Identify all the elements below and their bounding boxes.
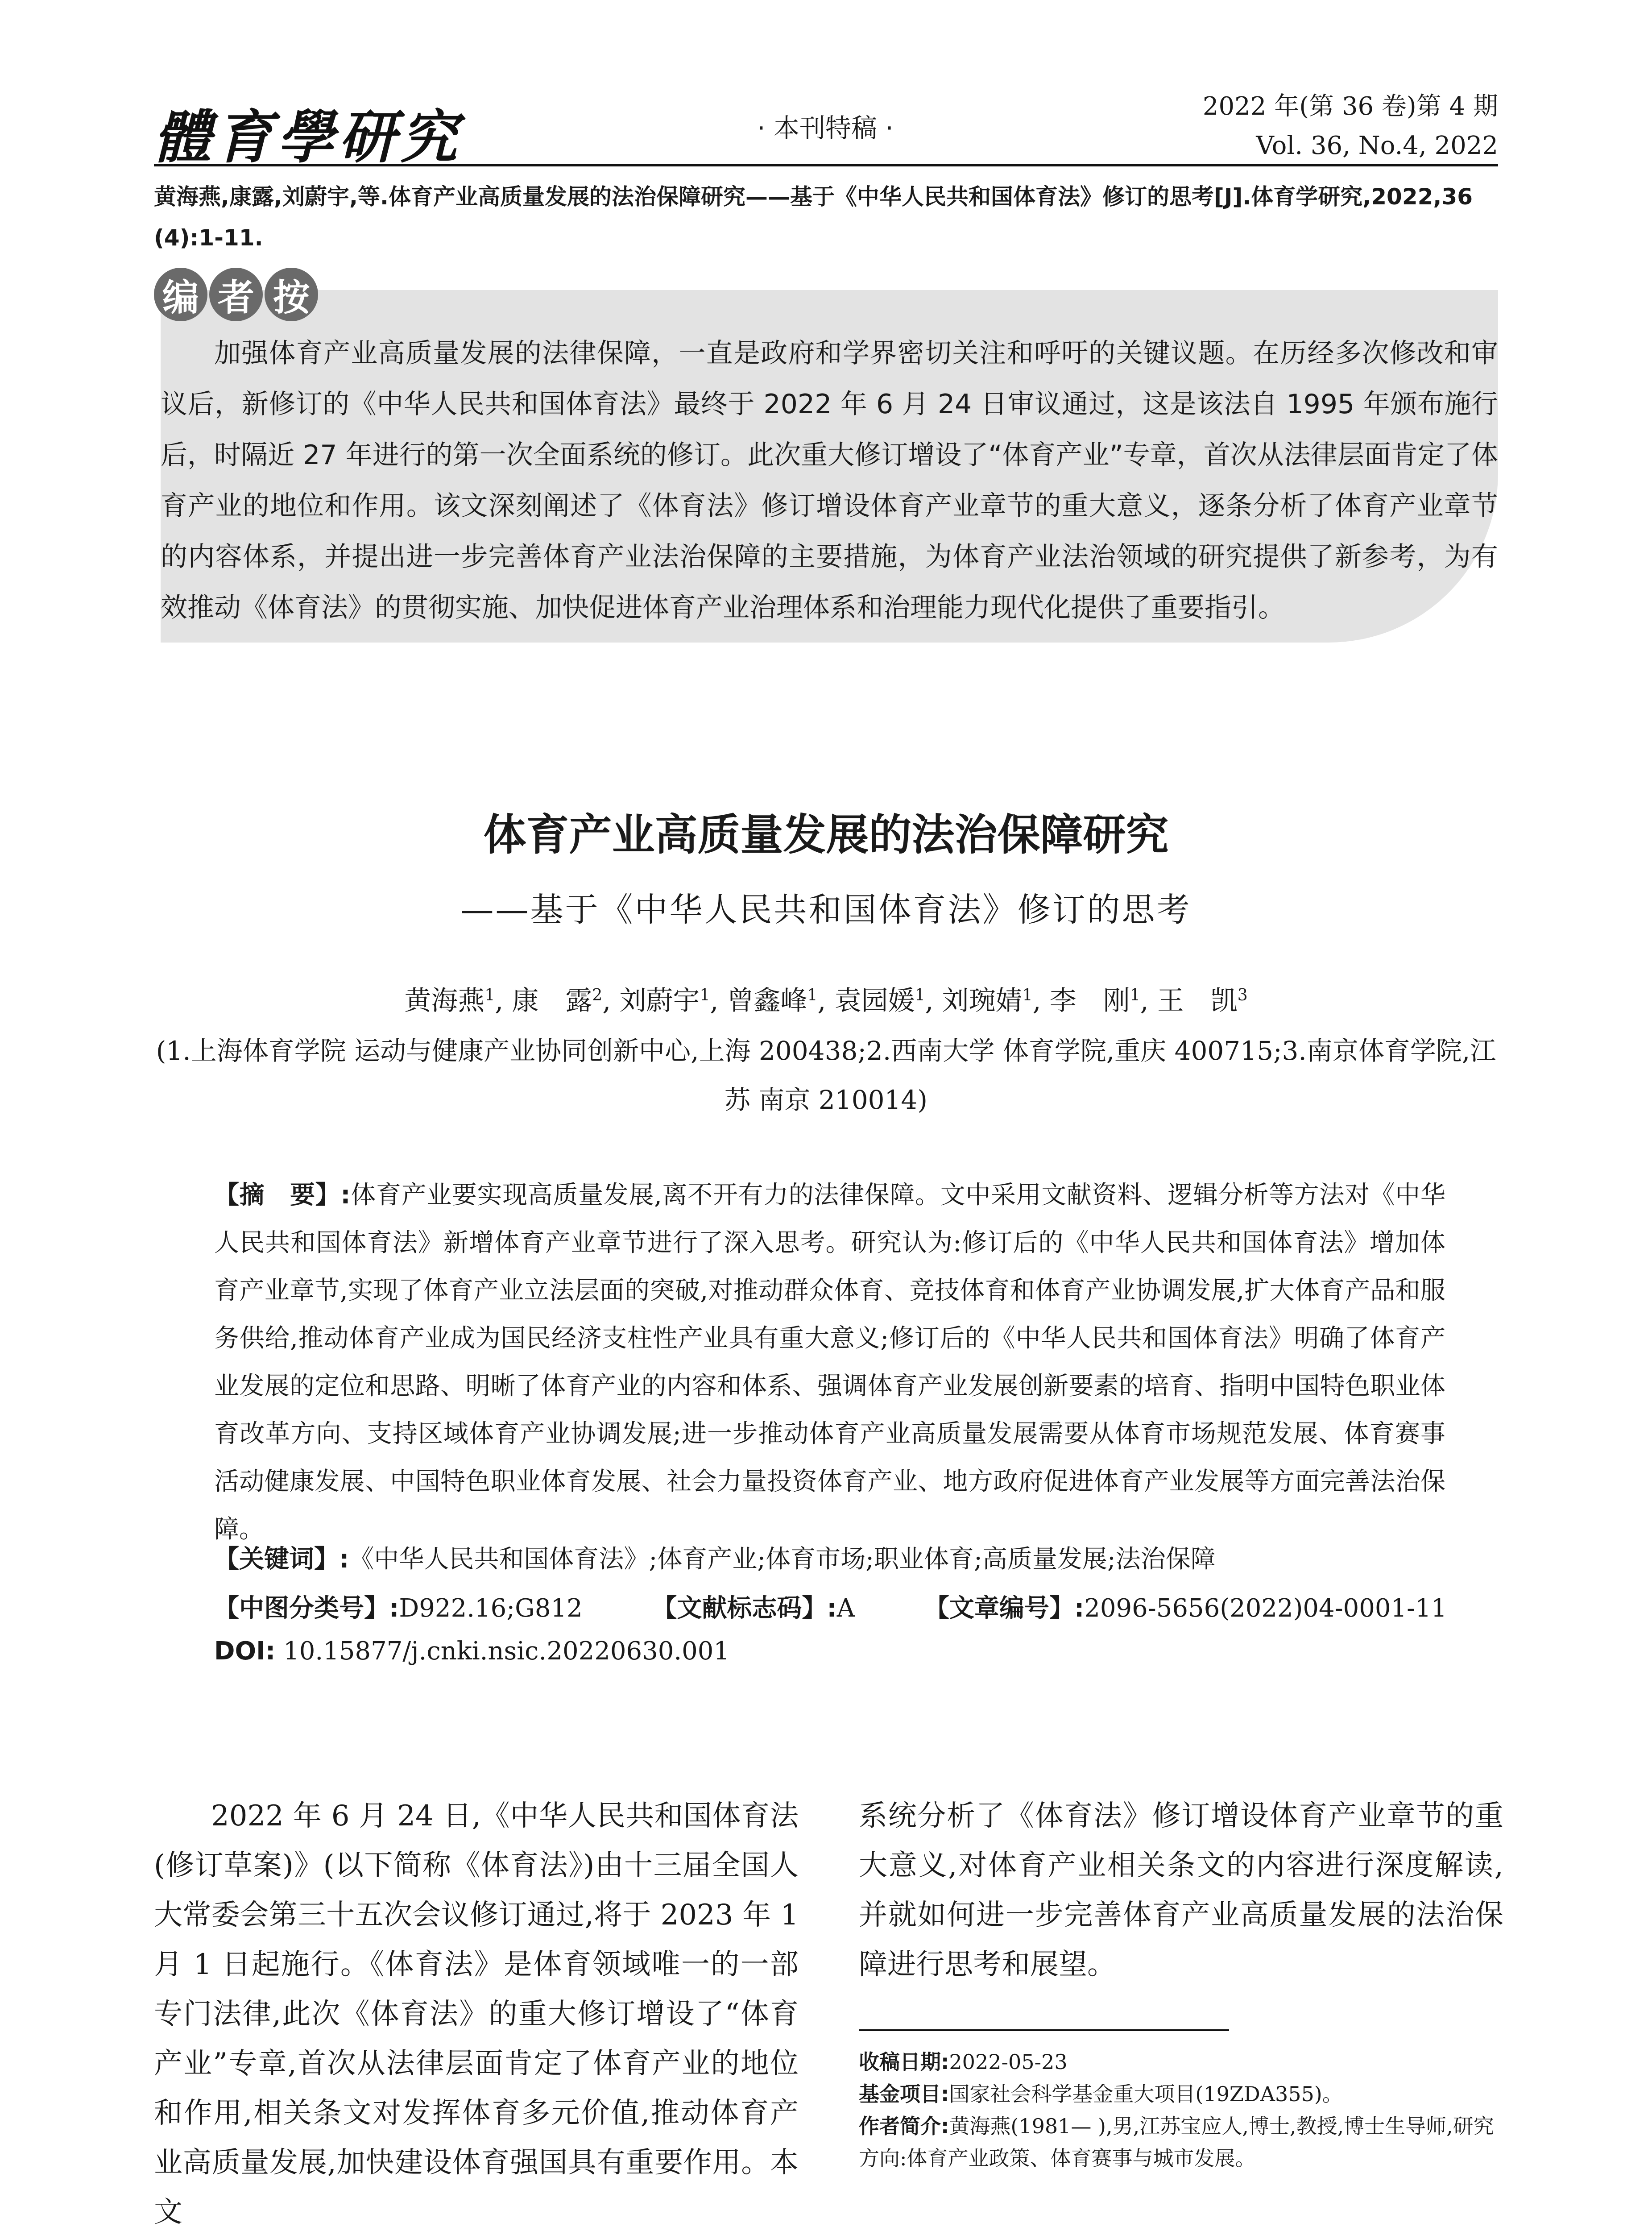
author-sup: 1	[807, 986, 818, 1004]
affiliations: (1.上海体育学院 运动与健康产业协同创新中心,上海 200438;2.西南大学 体育学院,重庆 400715;3.南京体育学院,江苏 南京 210014)	[156, 1036, 1496, 1115]
author-name: 曾鑫峰	[727, 985, 807, 1016]
doi-line	[214, 1637, 729, 1666]
clc-label: 【中图分类号】:	[214, 1594, 399, 1623]
author-sup: 1	[1022, 986, 1033, 1004]
citation: 黄海燕,康露,刘蔚宇,等.体育产业高质量发展的法治保障研究——基于《中华人民共和国体育法》修订的思考[J].体育学研究,2022,36(4):1-11.	[154, 184, 1473, 251]
author-sup: 3	[1237, 986, 1248, 1004]
footnote-rule	[859, 2029, 1229, 2031]
article-no-label: 【文章编号】:	[924, 1594, 1085, 1623]
keywords-line	[214, 1539, 1216, 1575]
doc-code-label: 【文献标志码】:	[652, 1594, 837, 1623]
footnote-author	[859, 2110, 1503, 2174]
author-bio-label: 作者简介:	[859, 2114, 949, 2138]
author-name: 刘琬婧	[942, 985, 1023, 1016]
received-value: 2022-05-23	[949, 2050, 1068, 2074]
doi-value: 10.15877/j.cnki.nsic.20220630.001	[283, 1637, 730, 1666]
fund-value: 国家社会科学基金重大项目(19ZDA355)。	[949, 2082, 1343, 2106]
badge-char: 者	[209, 268, 263, 321]
author-name: 袁园媛	[834, 985, 915, 1016]
featured-label: · 本刊特稿 ·	[757, 113, 894, 143]
author-name: 刘蔚宇	[619, 985, 700, 1016]
author-sup: 1	[915, 986, 925, 1004]
author-list: 黄海燕$^1$, 康 露$^2$, 刘蔚宇$^1$, 曾鑫峰$^1$, 袁园媛$^1$, 刘琬婧$^1$, 李 刚$^1$, 王 凯$^3$	[404, 985, 1248, 1016]
article-title: 体育产业高质量发展的法治保障研究	[483, 810, 1169, 860]
fund-label: 基金项目:	[859, 2082, 949, 2106]
abstract-label: 【摘 要】:	[214, 1181, 351, 1210]
author-sup: 2	[592, 986, 603, 1004]
footnote-received	[859, 2046, 1503, 2078]
body-column-right: 系统分析了《体育法》修订增设体育产业章节的重大意义,对体育产业相关条文的内容进行深度解读,并就如何进一步完善体育产业高质量发展的法治保障进行思考和展望。	[859, 1800, 1503, 1981]
author-sup: 1	[1130, 986, 1140, 1004]
editor-note-text: 加强体育产业高质量发展的法律保障，一直是政府和学界密切关注和呼吁的关键议题。在历经多次修改和审议后，新修订的《中华人民共和国体育法》最终于 2022 年 6 月 24 日审议通过，这是该法自 1995 年颁布施行后，时隔近 27 年进行的第一次全面系统的修订。此次重大修订增设了“体育产业”专章，首次从法律层面肯定了体育产业的地位和作用。该文深刻阐述了《体育法》修订增设体育产业章节的重大意义，逐条分析了体育产业章节的内容体系，并提出进一步完善体育产业法治保障的主要措施，为体育产业法治领域的研究提供了新参考，为有效推动《体育法》的贯彻实施、加快促进体育产业治理体系和治理能力现代化提供了重要指引。	[161, 338, 1498, 623]
received-label: 收稿日期:	[859, 2050, 949, 2074]
doc-code-value: A	[836, 1594, 855, 1623]
doi-label: DOI:	[214, 1637, 276, 1666]
author-name: 康 露	[512, 985, 592, 1016]
abstract	[214, 1171, 1445, 1553]
classification-line	[214, 1588, 1447, 1624]
clc-value: D922.16;G812	[399, 1594, 583, 1623]
keywords-label: 【关键词】:	[214, 1545, 349, 1574]
badge-char: 按	[265, 268, 318, 321]
author-name: 黄海燕	[404, 985, 485, 1016]
journal-logo: 體育學研究	[154, 104, 462, 171]
header-rule	[154, 164, 1498, 166]
article-subtitle: ——基于《中华人民共和国体育法》修订的思考	[460, 891, 1192, 929]
author-name: 李 刚	[1049, 985, 1130, 1016]
author-bio-value: 黄海燕(1981— ),男,江苏宝应人,博士,教授,博士生导师,研究方向:体育产业政策、体育赛事与城市发展。	[859, 2114, 1494, 2170]
author-sup: 1	[484, 986, 495, 1004]
article-no-value: 2096-5656(2022)04-0001-11	[1084, 1594, 1447, 1623]
issue-info	[1203, 87, 1498, 166]
keywords-text: 《中华人民共和国体育法》;体育产业;体育市场;职业体育;高质量发展;法治保障	[349, 1545, 1216, 1574]
author-sup: 1	[700, 986, 710, 1004]
badge-char: 编	[154, 268, 207, 321]
editor-note-badge	[154, 268, 318, 321]
author-name: 王 凯	[1157, 985, 1238, 1016]
body-column-left: 2022 年 6 月 24 日,《中华人民共和国体育法(修订草案)》(以下简称《体育法》)由十三届全国人大常委会第三十五次会议修订通过,将于 2023 年 1 月 1 日起施行。《体育法》是体育领域唯一的一部专门法律,此次《体育法》的重大修订增设了“体育产业”专章,首次从法律层面肯定了体育产业的地位和作用,相关条文对发挥体育多元价值,推动体育产业高质量发展,加快建设体育强国具有重要作用。本文	[154, 1800, 799, 2229]
footnote-fund	[859, 2078, 1503, 2110]
issue-cn: 2022 年(第 36 卷)第 4 期	[1202, 92, 1498, 121]
footnotes	[859, 2046, 1503, 2174]
issue-en: Vol. 36, No.4, 2022	[1256, 131, 1498, 160]
abstract-text: 体育产业要实现高质量发展,离不开有力的法律保障。文中采用文献资料、逻辑分析等方法对《中华人民共和国体育法》新增体育产业章节进行了深入思考。研究认为:修订后的《中华人民共和国体育法》增加体育产业章节,实现了体育产业立法层面的突破,对推动群众体育、竞技体育和体育产业协调发展,扩大体育产品和服务供给,推动体育产业成为国民经济支柱性产业具有重大意义;修订后的《中华人民共和国体育法》明确了体育产业发展的定位和思路、明晰了体育产业的内容和体系、强调体育产业发展创新要素的培育、指明中国特色职业体育改革方向、支持区域体育产业协调发展;进一步推动体育产业高质量发展需要从体育市场规范发展、体育赛事活动健康发展、中国特色职业体育发展、社会力量投资体育产业、地方政府促进体育产业发展等方面完善法治保障。	[214, 1181, 1445, 1544]
